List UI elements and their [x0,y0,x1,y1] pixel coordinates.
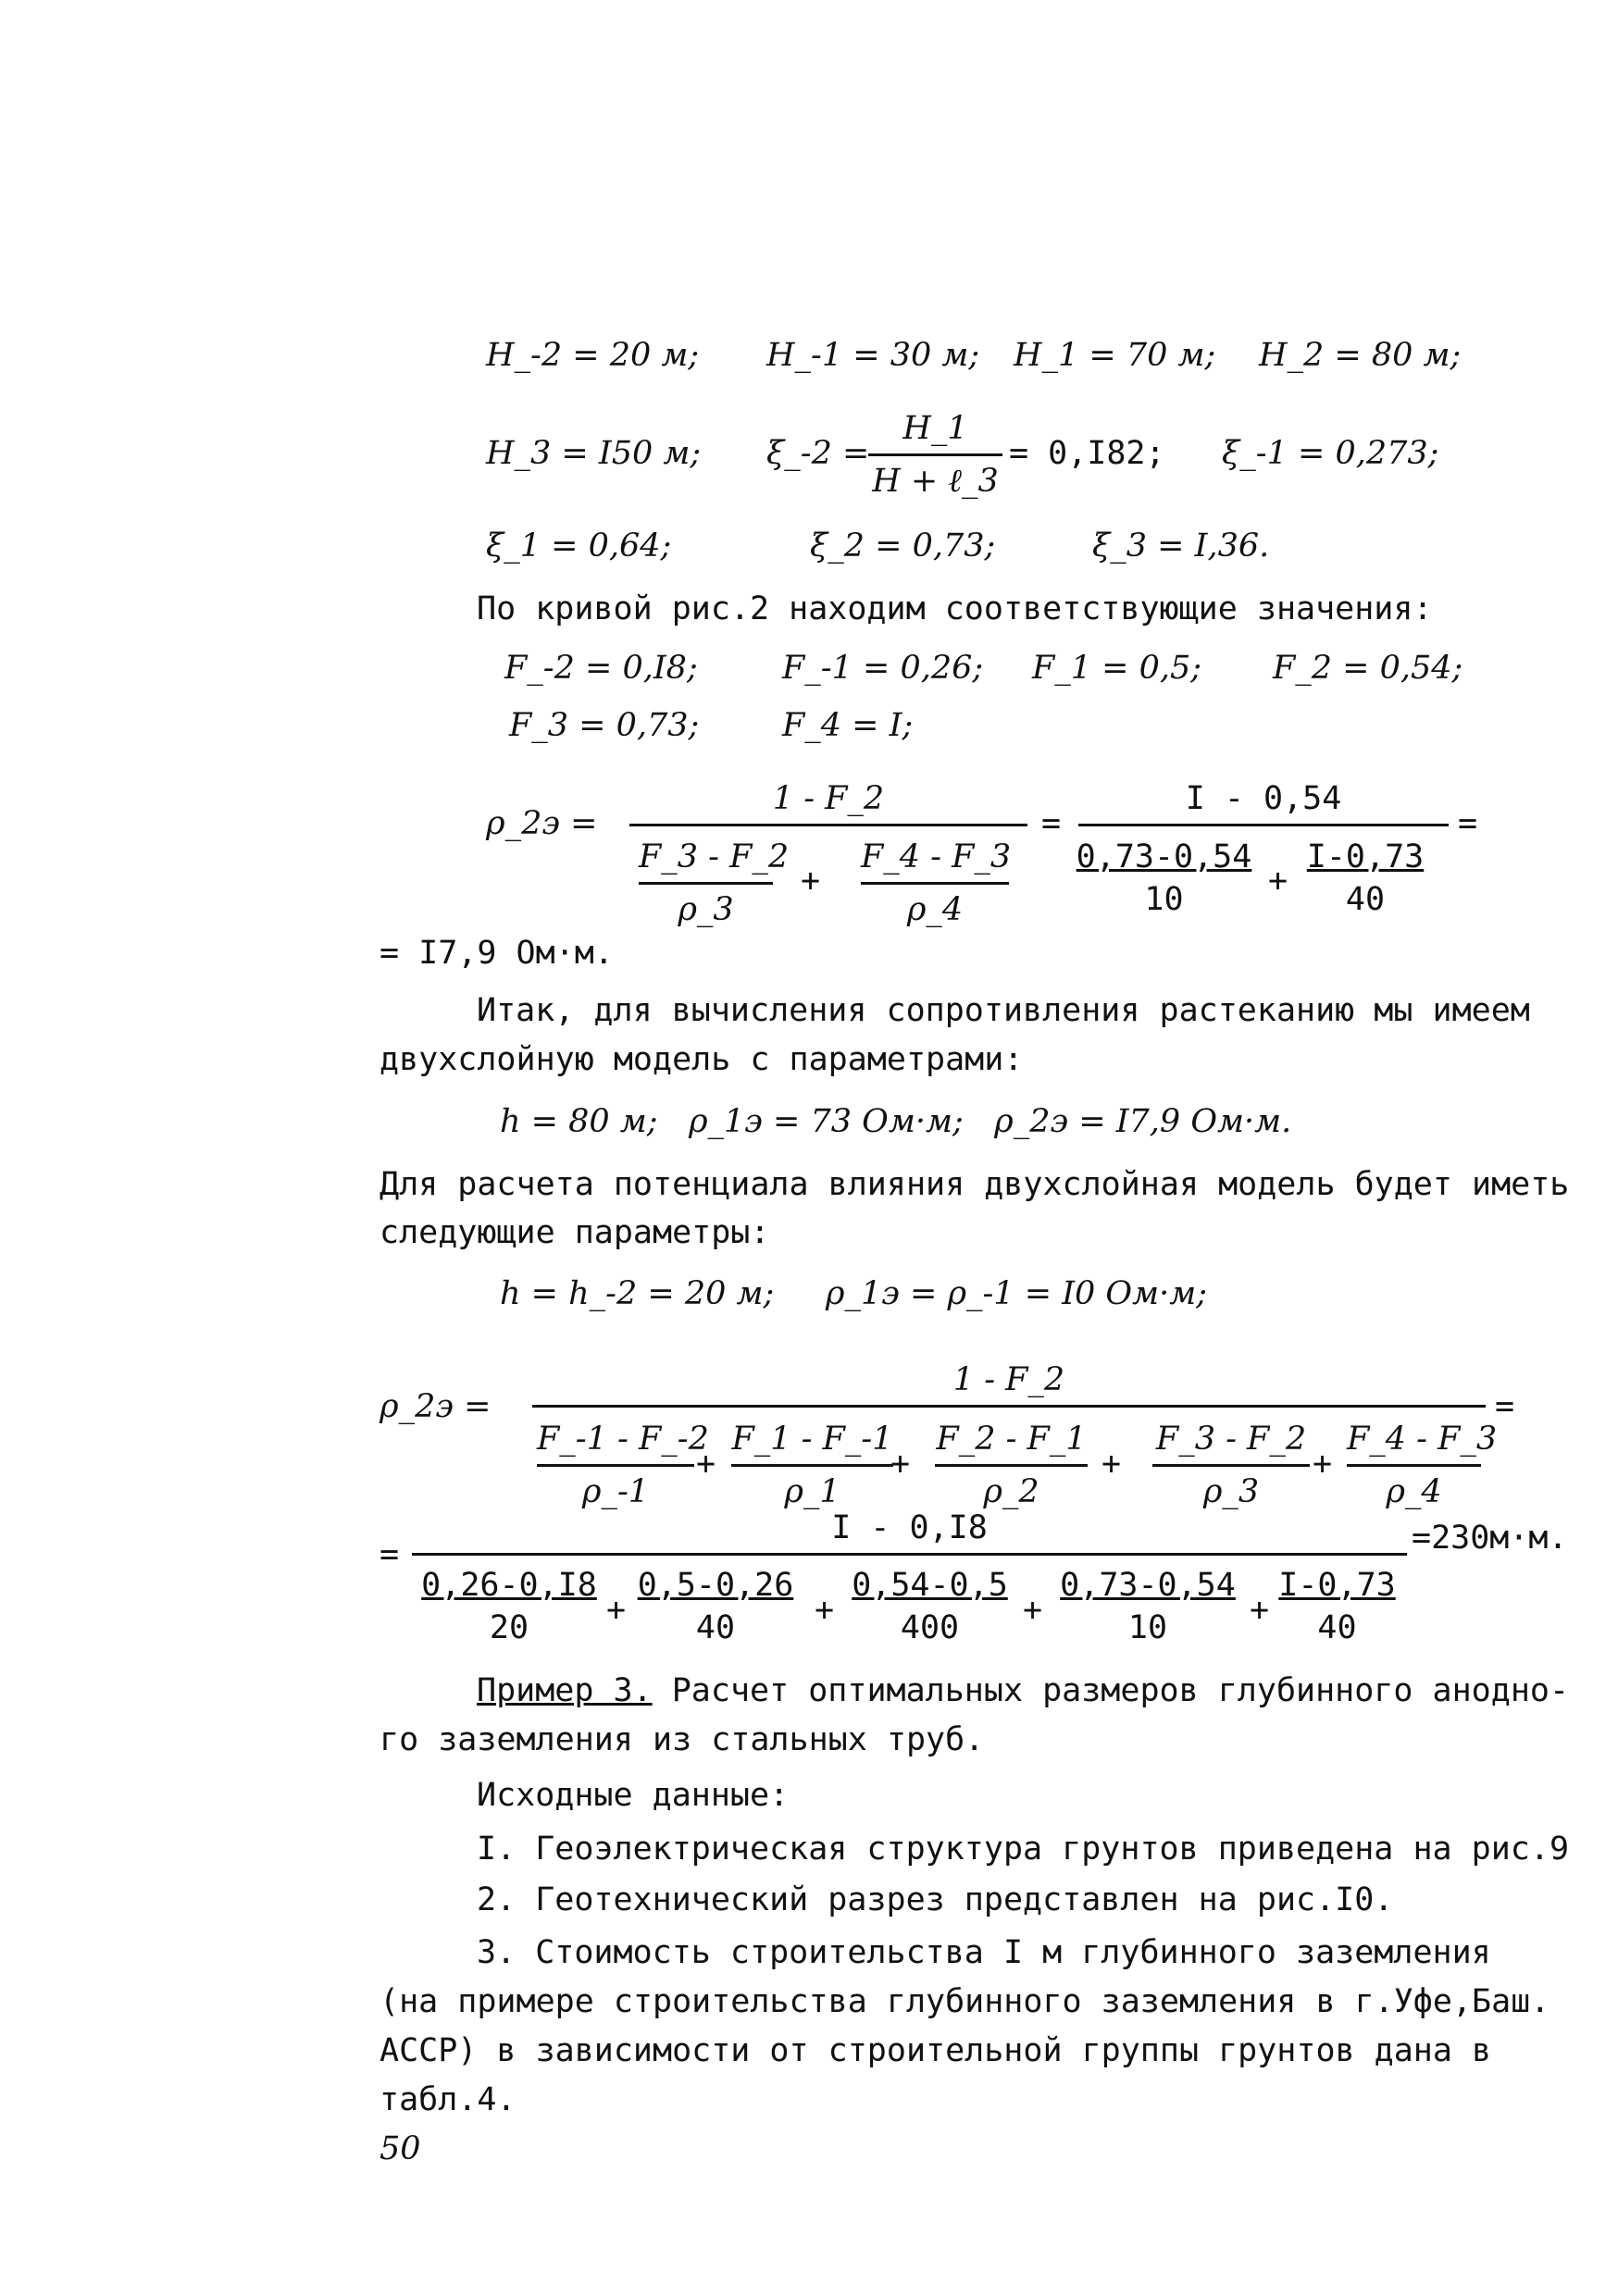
fraction-bar [532,1405,1486,1408]
formula-h1: H_1 = 70 м; [1014,337,1216,374]
fraction-numerator: 0,54-0,5 [852,1567,1008,1604]
fraction-denominator: 20 [489,1609,529,1646]
fraction-numerator: F_3 - F_2 [1155,1421,1307,1458]
fraction-denominator: ρ_2 [983,1473,1039,1510]
fraction-numerator: F_1 - F_-1 [731,1421,893,1458]
source-data-heading: Исходные данные: [477,1777,790,1814]
fraction-term [1347,1418,1498,1513]
formula-rho2e-2-top-fraction [532,1359,1486,1411]
fraction-numerator: 0,5-0,26 [637,1567,794,1604]
fraction-bar [412,1553,1407,1556]
page-number: 50 [380,2130,421,2167]
list-item-2: 2. Геотехнический разрез представлен на рис.I0. [477,1881,1394,1918]
fraction-term [844,1564,1015,1649]
formula-xi-minus2-lhs: ξ_-2 = [766,435,870,472]
formula-model-two-layer: h = 80 м; ρ_1э = 73 Ом·м; ρ_2э = I7,9 Ом·м. [500,1103,1292,1140]
fraction-denominator: 10 [1144,881,1184,918]
formula-xi2: ξ_2 = 0,73; [810,527,996,565]
fraction-numerator: 0,73-0,54 [1060,1567,1236,1604]
fraction-numerator: F_-1 - F_-2 [537,1421,709,1458]
formula-f-minus1: F_-1 = 0,26; [782,650,984,687]
equals-sign: = [1495,1388,1515,1425]
equals-sign: = [1458,805,1478,842]
formula-term-f4-f3 [861,836,1012,931]
fraction-term [1051,1564,1245,1649]
formula-h3: H_3 = I50 м; [486,435,702,472]
formula-h2: H_2 = 80 м; [1259,337,1462,374]
list-item-3: 3. Стоимость строительства I м глубинного заземления [477,1934,1491,1971]
fraction-numerator: I-0,73 [1278,1567,1396,1604]
plus-sign: + [1101,1446,1122,1483]
fraction-numerator: 1 - F_2 [952,1361,1065,1398]
fraction-term [632,1564,799,1649]
example3-label: Пример 3. [477,1672,653,1709]
fraction-bar [935,1464,1088,1467]
formula-f4: F_4 = I; [782,707,914,744]
formula-rho2e-symbolic-fraction [629,777,1027,830]
fraction-term [1275,1564,1400,1649]
fraction-numerator: H_1 [902,410,968,447]
fraction-bar [629,824,1027,826]
fraction-denominator: H + ℓ_3 [872,463,999,500]
formula-rho2e-lhs: ρ_2э = [486,805,598,842]
plus-sign: + [890,1446,911,1483]
fraction-denominator: 40 [1317,1609,1357,1646]
list-item-3-line4: табл.4. [380,2081,517,2118]
fraction-term [1152,1418,1310,1513]
fraction-denominator: ρ_3 [678,891,734,928]
paragraph-calc-line1: Для расчета потенциала влияния двухслойная модель будет иметь [380,1166,1570,1203]
plus-sign: + [1313,1446,1333,1483]
plus-sign: + [1268,863,1288,900]
formula-f3: F_3 = 0,73; [509,707,700,744]
plus-sign: + [696,1446,716,1483]
plus-sign: + [1023,1592,1043,1629]
formula-f1: F_1 = 0,5; [1032,650,1202,687]
paragraph-example3-line1 [477,1670,1569,1711]
fraction-denominator: ρ_-1 [581,1473,650,1510]
equals-sign: = [380,1536,400,1573]
result-rho2e-2: =230м·м. [1412,1520,1568,1557]
fraction-term [731,1418,893,1513]
formula-rho2e-2-numeric-fraction [412,1507,1407,1559]
result-rho2e-1: = I7,9 Ом·м. [380,935,614,972]
paragraph-itak-line1: Итак, для вычисления сопротивления растеканию мы имеем [477,992,1530,1029]
formula-term-f3-f2 [639,836,790,931]
fraction-denominator: 40 [695,1609,736,1646]
list-item-3-line2: (на примере строительства глубинного заземления в г.Уфе,Баш. [380,1983,1550,2020]
fraction-term [537,1418,709,1513]
fraction-bar [861,882,1009,885]
formula-f2: F_2 = 0,54; [1273,650,1463,687]
formula-xi-minus2-fraction [868,407,1002,503]
plus-sign: + [815,1592,835,1629]
fraction-bar [1152,1464,1310,1467]
fraction-numerator: I - 0,I8 [831,1509,988,1546]
fraction-bar [639,882,773,885]
fraction-bar [1078,824,1449,826]
fraction-term [935,1418,1088,1513]
fraction-denominator: 400 [900,1609,960,1646]
fraction-numerator: I - 0,54 [1185,780,1342,817]
formula-f-minus2: F_-2 = 0,I8; [504,650,698,687]
fraction-bar [731,1464,893,1467]
formula-model-influence: h = h_-2 = 20 м; ρ_1э = ρ_-1 = I0 Ом·м; [500,1275,1208,1312]
fraction-numerator: I-0,73 [1306,838,1425,875]
fraction-numerator: F_4 - F_3 [861,838,1012,875]
paragraph-example3-line2: го заземления из стальных труб. [380,1721,985,1758]
fraction-numerator: 0,73-0,54 [1076,838,1252,875]
fraction-denominator: 10 [1127,1609,1168,1646]
formula-term-numeric-b [1301,836,1430,921]
list-item-1: I. Геоэлектрическая структура грунтов приведена на рис.9 [477,1831,1570,1868]
formula-xi-minus1: ξ_-1 = 0,273; [1222,435,1439,472]
paragraph-calc-line2: следующие параметры: [380,1214,770,1251]
fraction-denominator: 40 [1345,881,1386,918]
paragraph-curve: По кривой рис.2 находим соответствующие значения: [477,590,1433,627]
fraction-bar [1347,1464,1481,1467]
fraction-numerator: 1 - F_2 [772,780,885,817]
fraction-denominator: ρ_3 [1202,1473,1260,1510]
formula-h-minus1: H_-1 = 30 м; [766,337,980,374]
plus-sign: + [1250,1592,1270,1629]
formula-term-numeric-a [1074,836,1254,921]
example3-title: Расчет оптимальных размеров глубинного анодно- [652,1672,1570,1709]
fraction-bar [537,1464,694,1467]
formula-xi3: ξ_3 = I,36. [1092,527,1270,565]
list-item-3-line3: АССР) в зависимости от строительной группы грунтов дана в [380,2032,1492,2069]
fraction-numerator: 0,26-0,I8 [421,1567,597,1604]
fraction-denominator: ρ_1 [784,1473,840,1510]
formula-rho2e-numeric-fraction [1078,777,1449,830]
fraction-bar [868,453,1002,456]
fraction-denominator: ρ_4 [906,891,964,928]
fraction-numerator: F_4 - F_3 [1347,1421,1498,1458]
plus-sign: + [606,1592,627,1629]
formula-h-minus2: H_-2 = 20 м; [486,337,700,374]
fraction-denominator: ρ_4 [1386,1473,1442,1510]
formula-xi1: ξ_1 = 0,64; [486,527,672,565]
paragraph-itak-line2: двухслойную модель с параметрами: [380,1041,1024,1078]
formula-xi-minus2-value: = 0,I82; [1009,435,1165,472]
fraction-numerator: F_3 - F_2 [639,838,790,875]
equals-sign: = [1041,805,1062,842]
fraction-term [412,1564,606,1649]
formula-rho2e-2-lhs: ρ_2э = [380,1388,492,1425]
fraction-numerator: F_2 - F_1 [936,1421,1087,1458]
plus-sign: + [801,863,821,900]
